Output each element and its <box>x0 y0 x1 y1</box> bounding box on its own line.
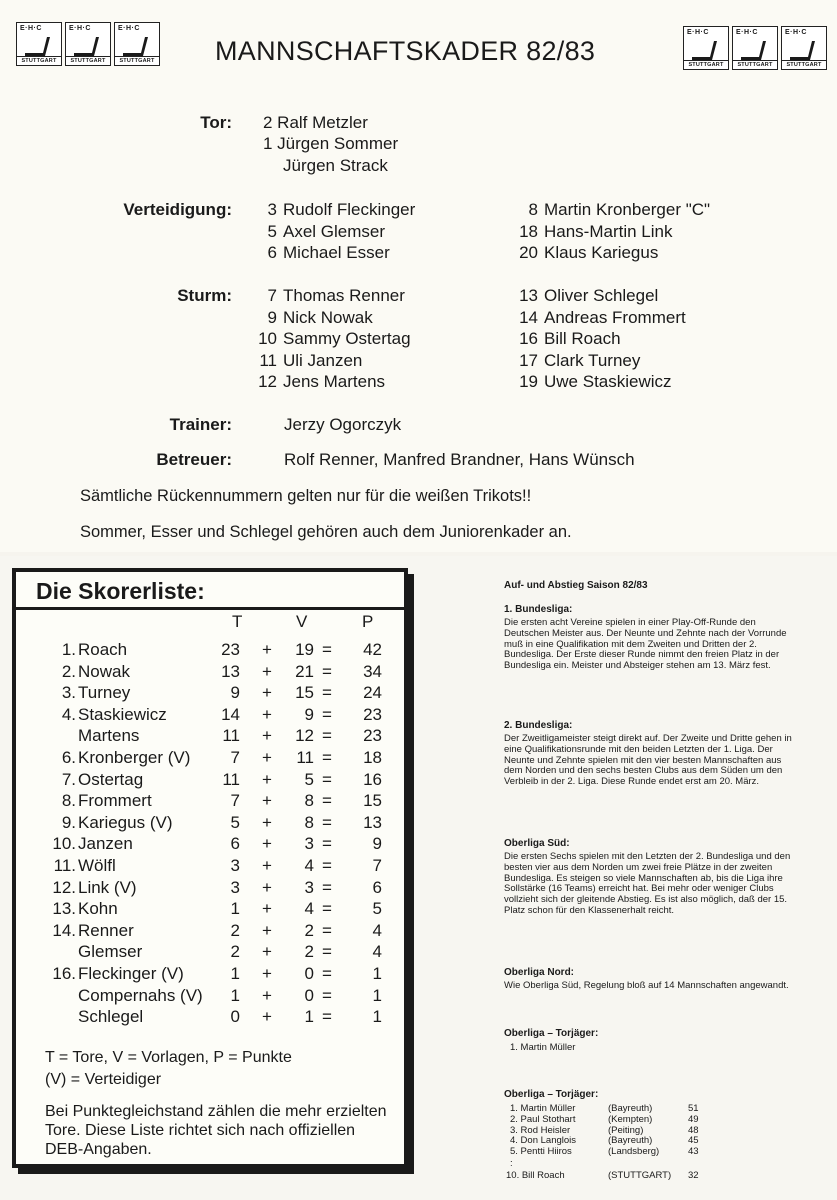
tor-player: 2 Ralf Metzler <box>263 113 368 132</box>
logo-city: STUTTGART <box>115 56 159 65</box>
equals-sign: = <box>322 1007 332 1027</box>
torjaeger-line: 1. Martin Müller <box>510 1042 576 1053</box>
equals-sign: = <box>322 899 332 919</box>
scorer-assists: 15 <box>295 683 314 703</box>
equals-sign: = <box>322 856 332 875</box>
scorer-points: 4 <box>372 920 382 940</box>
equals-sign: = <box>322 942 332 962</box>
scorer-rank: 6. <box>61 748 76 767</box>
torjaeger-name: 2. Paul Stothart <box>510 1113 576 1125</box>
scorer-row <box>0 683 400 705</box>
scorer-name: Glemser <box>78 942 143 962</box>
jersey-number: 18 <box>519 221 538 241</box>
scorer-assists: 0 <box>304 964 314 983</box>
scorer-rank: 7. <box>61 769 76 789</box>
scorer-points: 23 <box>363 726 382 746</box>
player-name: Hans-Martin Link <box>544 221 673 241</box>
scorer-points: 4 <box>372 942 382 962</box>
legend-defender: (V) = Verteidiger <box>45 1071 162 1088</box>
torjaeger-club: (Bayreuth) <box>608 1135 653 1147</box>
plus-sign: + <box>262 640 272 659</box>
equals-sign: = <box>322 877 332 897</box>
equals-sign: = <box>322 985 332 1005</box>
torjaeger-name: 4. Don Langlois <box>510 1135 577 1147</box>
hockey-stick-icon <box>121 37 151 57</box>
scorer-name: Frommert <box>78 791 152 811</box>
scorer-points: 34 <box>363 661 382 681</box>
scorer-rank: 3. <box>61 683 76 703</box>
scorer-points: 1 <box>372 985 382 1005</box>
jersey-number: 11 <box>259 350 277 370</box>
roster-player <box>510 200 710 220</box>
logo-text: E·H·C <box>687 29 709 36</box>
scorer-row <box>0 748 400 770</box>
plus-sign: + <box>262 704 272 724</box>
logo-city: STUTTGART <box>782 60 826 69</box>
scorer-assists: 2 <box>304 920 314 940</box>
scorer-assists: 2 <box>304 942 314 962</box>
logo-group-right <box>683 26 827 70</box>
plus-sign: + <box>262 1007 272 1027</box>
club-logo <box>16 22 62 66</box>
scorer-row <box>0 791 400 813</box>
torjaeger-goals: 45 <box>688 1135 699 1147</box>
scorer-rank: 10. <box>52 834 76 854</box>
jersey-number: 10 <box>258 329 277 349</box>
plus-sign: + <box>262 748 272 767</box>
logo-text: E·H·C <box>20 25 42 32</box>
equals-sign: = <box>322 683 332 703</box>
scorer-goals: 1 <box>230 899 240 919</box>
scorer-row <box>0 770 400 792</box>
jersey-number: 5 <box>267 221 277 241</box>
player-name: Rudolf Fleckinger <box>283 200 416 219</box>
plus-sign: + <box>262 985 272 1005</box>
scorer-name: Roach <box>78 640 128 659</box>
sturm-label: Sturm: <box>177 286 232 305</box>
player-name: Axel Glemser <box>283 221 386 241</box>
legend-columns: T = Tore, V = Vorlagen, P = Punkte <box>45 1049 292 1066</box>
roster-player <box>255 222 385 242</box>
equals-sign: = <box>322 834 332 854</box>
scorer-goals: 11 <box>222 726 240 746</box>
player-name: Nick Nowak <box>283 307 373 327</box>
scorer-points: 16 <box>363 769 382 789</box>
scorer-assists: 4 <box>304 899 314 919</box>
scorer-assists: 12 <box>295 726 314 746</box>
scorer-points: 6 <box>372 877 382 897</box>
scorer-row <box>0 640 400 662</box>
scorer-name: Compernahs (V) <box>78 985 203 1005</box>
scorer-goals: 2 <box>230 920 240 940</box>
tor-player: 1 Jürgen Sommer <box>263 134 399 153</box>
equals-sign: = <box>322 726 332 746</box>
scorer-points: 15 <box>363 791 382 811</box>
plus-sign: + <box>262 964 272 983</box>
equals-sign: = <box>322 920 332 940</box>
roster-player <box>510 372 672 392</box>
plus-sign: + <box>262 661 272 681</box>
scorer-row <box>0 964 400 986</box>
jersey-number: 20 <box>519 243 538 263</box>
equals-sign: = <box>322 704 332 724</box>
scorer-name: Nowak <box>78 661 130 681</box>
plus-sign: + <box>262 899 272 919</box>
plus-sign: + <box>262 942 272 962</box>
scorer-name: Turney <box>78 683 131 703</box>
equals-sign: = <box>322 661 332 681</box>
logo-city: STUTTGART <box>66 56 110 65</box>
scorer-assists: 8 <box>304 812 314 832</box>
scorer-assists: 21 <box>295 661 314 681</box>
scorer-footnote: Bei Punktegleichstand zählen die mehr erzielten Tore. Diese Liste richtet sich nach offiziellen DEB-Angaben. <box>45 1103 387 1158</box>
trainer-name: Jerzy Ogorczyk <box>284 415 402 434</box>
equals-sign: = <box>322 812 332 832</box>
scorer-name: Janzen <box>78 834 133 854</box>
section-body: Die ersten acht Vereine spielen in einer Play-Off-Runde den Deutschen Meister aus. Der Neunte und Zehnte nach der Vorrunde muß in eine Qualifikation mit dem Zweiten und Dritten der 2. Bundesliga. Der Erste dieser Runde nimmt den freien Platz in der Bundesliga ein. Meister und Absteiger stehen am 13. März fest. <box>504 617 787 672</box>
scorer-goals: 23 <box>221 640 240 659</box>
logo-text: E·H·C <box>785 29 807 36</box>
jersey-number: 13 <box>519 286 538 305</box>
section-body: Wie Oberliga Süd, Regelung bloß auf 14 Mannschaften angewandt. <box>504 980 789 991</box>
scorer-assists: 8 <box>304 791 314 811</box>
player-name: Uwe Staskiewicz <box>544 372 672 392</box>
roster-player <box>255 329 411 349</box>
scorer-row <box>0 942 400 964</box>
scorer-assists: 9 <box>304 704 314 724</box>
torjaeger-goals: 43 <box>688 1146 699 1158</box>
scorer-name: Martens <box>78 726 140 746</box>
player-name: Andreas Frommert <box>544 307 686 327</box>
roster-player <box>255 308 373 328</box>
jersey-number: 12 <box>258 372 277 392</box>
plus-sign: + <box>262 683 272 703</box>
scorer-name: Kronberger (V) <box>78 748 191 767</box>
betreuer-label: Betreuer: <box>156 450 232 469</box>
section-heading: Oberliga Süd: <box>504 838 570 849</box>
torjaeger-club: (STUTTGART) <box>608 1170 672 1181</box>
roster-player <box>255 243 390 263</box>
player-name: Bill Roach <box>544 329 621 349</box>
hockey-stick-icon <box>690 41 720 61</box>
scorer-row <box>0 986 400 1008</box>
scorer-name: Staskiewicz <box>78 704 167 724</box>
torjaeger-club: (Bayreuth) <box>608 1103 653 1114</box>
scorer-name: Renner <box>78 920 134 940</box>
plus-sign: + <box>262 812 272 832</box>
jersey-number: 8 <box>528 200 538 219</box>
scorer-name: Kariegus (V) <box>78 812 173 832</box>
scorer-rank: 13. <box>52 899 76 919</box>
scorer-goals: 11 <box>222 769 240 789</box>
scorer-points: 5 <box>372 899 382 919</box>
roster-player <box>510 222 673 242</box>
plus-sign: + <box>262 834 272 854</box>
logo-text: E·H·C <box>69 25 91 32</box>
club-logo <box>65 22 111 66</box>
section-heading: 2. Bundesliga: <box>504 720 573 731</box>
club-logo <box>683 26 729 70</box>
torjaeger-goals: 49 <box>688 1113 699 1125</box>
scorer-name: Wölfl <box>78 856 116 875</box>
plus-sign: + <box>262 877 272 897</box>
roster-player <box>255 200 415 220</box>
player-name: Michael Esser <box>283 243 390 263</box>
scorer-goals: 5 <box>230 812 240 832</box>
plus-sign: + <box>262 769 272 789</box>
logo-city: STUTTGART <box>733 60 777 69</box>
equals-sign: = <box>322 748 332 767</box>
scorer-row <box>0 921 400 943</box>
scorer-assists: 1 <box>304 1007 314 1027</box>
club-logo <box>114 22 160 66</box>
scorer-points: 24 <box>363 683 382 703</box>
player-name: Oliver Schlegel <box>544 286 659 305</box>
page-title: MANNSCHAFTSKADER 82/83 <box>215 36 596 66</box>
torjaeger-name: 10. Bill Roach <box>506 1170 565 1181</box>
scorer-rank: 4. <box>61 704 76 724</box>
col-header-p: P <box>362 612 374 631</box>
scorer-name: Fleckinger (V) <box>78 964 184 983</box>
col-header-t: T <box>232 612 243 631</box>
equals-sign: = <box>322 769 332 789</box>
torjaeger-club: (Landsberg) <box>608 1146 660 1158</box>
scorer-points: 42 <box>363 640 382 659</box>
scorer-name: Schlegel <box>78 1007 144 1027</box>
jersey-number: 19 <box>519 372 538 392</box>
scorer-rank: 16. <box>52 964 76 983</box>
torjaeger-goals: 48 <box>688 1124 699 1136</box>
scorer-rank: 1. <box>61 640 76 659</box>
roster-player <box>255 351 362 371</box>
scorer-assists: 0 <box>304 985 314 1005</box>
player-name: Thomas Renner <box>283 286 405 305</box>
equals-sign: = <box>322 791 332 811</box>
scorer-name: Kohn <box>78 899 118 919</box>
torjaeger-club: (Kempten) <box>608 1113 653 1125</box>
torjaeger-goals: 32 <box>688 1170 699 1181</box>
torjaeger-name: 1. Martin Müller <box>510 1103 576 1114</box>
torjaeger-goals: 51 <box>688 1103 699 1114</box>
scorer-row <box>0 899 400 921</box>
scorer-goals: 13 <box>221 661 240 681</box>
torjaeger-name: 3. Rod Heisler <box>510 1124 571 1136</box>
hockey-stick-icon <box>739 41 769 61</box>
torjaeger-heading: Oberliga – Torjäger: <box>504 1028 599 1039</box>
scorer-points: 9 <box>372 834 382 854</box>
equals-sign: = <box>322 964 332 983</box>
player-name: Martin Kronberger "C" <box>544 200 711 219</box>
scorer-goals: 1 <box>230 964 240 983</box>
roster-player <box>510 329 621 349</box>
scorer-goals: 7 <box>230 791 240 811</box>
scorer-row <box>0 813 400 835</box>
equals-sign: = <box>322 640 332 659</box>
roster-player <box>510 308 686 328</box>
section-body: Die ersten Sechs spielen mit den Letzten der 2. Bundesliga und den besten vier aus dem Norden um zwei freie Plätze in der zweiten Bundesliga. Es steigen so viele Mannschaften ab, bis die Liga ihre Sollstärke (16 Teams) erreicht hat. Bei mehr oder weniger Clubs vollzieht sich der gleitende Abstieg. Es ist also möglich, daß der 15. Platz schon für den Klassenerhalt reicht. <box>504 851 791 916</box>
league-title: Auf- und Abstieg Saison 82/83 <box>504 580 648 591</box>
roster-player <box>255 286 405 306</box>
hockey-stick-icon <box>788 41 818 61</box>
scorer-rank: 9. <box>61 812 76 832</box>
torjaeger-club: (Peiting) <box>608 1124 644 1136</box>
scorer-assists: 4 <box>304 856 314 875</box>
scorer-assists: 11 <box>296 748 314 767</box>
torjaeger-ellipsis: : <box>510 1158 513 1169</box>
scorer-name: Ostertag <box>78 769 144 789</box>
player-name: Sammy Ostertag <box>283 329 411 349</box>
scorer-goals: 3 <box>230 877 240 897</box>
scorer-title: Die Skorerliste: <box>16 572 404 610</box>
scorer-points: 13 <box>363 812 382 832</box>
scorer-goals: 3 <box>230 856 240 875</box>
verteidigung-label: Verteidigung: <box>123 200 232 219</box>
col-header-v: V <box>296 612 308 631</box>
logo-text: E·H·C <box>118 25 140 32</box>
jersey-number: 7 <box>267 286 277 305</box>
scorer-goals: 7 <box>230 748 240 767</box>
section-heading: 1. Bundesliga: <box>504 604 573 615</box>
player-name: Clark Turney <box>544 350 641 370</box>
section-heading: Oberliga Nord: <box>504 967 575 978</box>
player-name: Jens Martens <box>283 372 386 392</box>
torjaeger-heading: Oberliga – Torjäger: <box>504 1089 599 1100</box>
torjaeger-name: 5. Pentti Hiiros <box>510 1146 572 1158</box>
scorer-row <box>0 726 400 748</box>
player-name: Klaus Kariegus <box>544 243 659 263</box>
scorer-goals: 9 <box>230 683 240 703</box>
scorer-points: 23 <box>363 704 382 724</box>
section-body: Der Zweitligameister steigt direkt auf. Der Zweite und Dritte gehen in eine Qualifikationsrunde mit den beiden Letzten der 1. Liga. Der Neunte und Zehnte spielen mit den vier besten Mannschaften aus dem Norden und den sechs besten Clubs aus dem Süden um den Verbleib in der 2. Liga. Diese Runde endet erst am 20. März. <box>504 733 792 788</box>
scorer-rank: 12. <box>52 877 76 897</box>
jersey-number: 14 <box>519 307 538 327</box>
note-junioren: Sommer, Esser und Schlegel gehören auch dem Juniorenkader an. <box>80 523 572 541</box>
jersey-number: 17 <box>519 350 538 370</box>
scorer-row <box>0 834 400 856</box>
roster-player <box>510 286 658 306</box>
jersey-number: 16 <box>519 329 538 349</box>
scorer-rank: 14. <box>52 920 76 940</box>
note-trikots: Sämtliche Rückennummern gelten nur für die weißen Trikots!! <box>80 487 532 505</box>
scorer-row <box>0 856 400 878</box>
scorer-name: Link (V) <box>78 877 137 897</box>
scorer-goals: 6 <box>230 834 240 854</box>
roster-player <box>255 372 385 392</box>
tor-player: Jürgen Strack <box>283 156 388 175</box>
scorer-points: 7 <box>372 856 382 875</box>
player-name: Uli Janzen <box>283 350 363 370</box>
scorer-row <box>0 1007 400 1029</box>
scorer-assists: 19 <box>295 640 314 659</box>
hockey-stick-icon <box>72 37 102 57</box>
hockey-stick-icon <box>23 37 53 57</box>
tor-label: Tor: <box>200 113 232 132</box>
scorer-goals: 14 <box>221 704 240 724</box>
trainer-label: Trainer: <box>169 415 232 434</box>
scorer-goals: 2 <box>230 942 240 962</box>
logo-city: STUTTGART <box>684 60 728 69</box>
scorer-goals: 1 <box>230 985 240 1005</box>
roster-player <box>510 243 658 263</box>
plus-sign: + <box>262 791 272 811</box>
plus-sign: + <box>262 920 272 940</box>
roster-player <box>510 351 640 371</box>
logo-city: STUTTGART <box>17 56 61 65</box>
jersey-number: 9 <box>267 307 277 327</box>
jersey-number: 3 <box>267 200 277 219</box>
scorer-row <box>0 878 400 900</box>
betreuer-names: Rolf Renner, Manfred Brandner, Hans Wünsch <box>284 450 635 469</box>
club-logo <box>732 26 778 70</box>
scorer-assists: 5 <box>304 769 314 789</box>
logo-text: E·H·C <box>736 29 758 36</box>
scorer-rank: 8. <box>61 791 76 811</box>
logo-group-left <box>16 22 160 66</box>
scorer-rank: 11. <box>53 856 76 875</box>
plus-sign: + <box>262 726 272 746</box>
scorer-rank: 2. <box>61 661 76 681</box>
scorer-goals: 0 <box>230 1007 240 1027</box>
scorer-points: 1 <box>372 1007 382 1027</box>
scorer-row <box>0 705 400 727</box>
scorer-assists: 3 <box>304 834 314 854</box>
scorer-points: 1 <box>372 964 382 983</box>
jersey-number: 6 <box>267 243 277 263</box>
scorer-assists: 3 <box>304 877 314 897</box>
scorer-row <box>0 662 400 684</box>
scorer-points: 18 <box>363 748 382 767</box>
plus-sign: + <box>262 856 272 875</box>
club-logo <box>781 26 827 70</box>
